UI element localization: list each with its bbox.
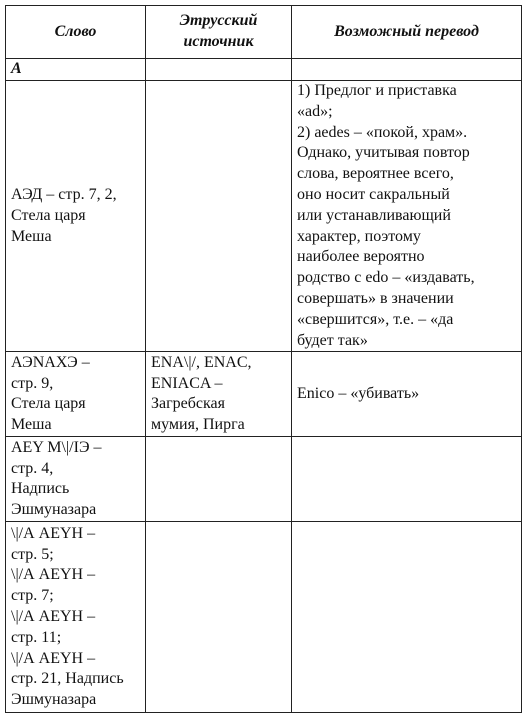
word-line: \|/А АEYН – (11, 607, 96, 625)
word-cell (6, 81, 146, 352)
source-line: Загребская (151, 395, 226, 413)
word-cell (6, 522, 146, 713)
translation-line: слова, вероятнее всего, (297, 165, 454, 183)
section-cell-empty (146, 59, 292, 81)
translation-line: «ad»; (297, 102, 333, 120)
source-cell (146, 437, 292, 522)
source-cell (146, 81, 292, 352)
table-row (6, 81, 522, 352)
section-letter: А (6, 59, 146, 81)
word-line: стр. 21, Надпись (11, 670, 124, 688)
word-line: стр. 9, (11, 374, 54, 392)
table-row (6, 352, 522, 437)
source-line: ENIACA – (151, 374, 223, 392)
header-etruscan-source: Этрусский источник (146, 6, 292, 59)
translation-cell (292, 81, 522, 352)
word-line: Стела царя (11, 395, 86, 413)
translation-line: «свершится», т.е. – «да (297, 310, 454, 328)
translation-line: будет так» (297, 331, 368, 349)
translation-line: 2) aedes – «покой, храм». (297, 123, 468, 141)
word-line: АЭNАХЭ – (11, 353, 90, 371)
translation-line: оно носит сакральный (297, 185, 450, 203)
section-cell-empty (292, 59, 522, 81)
word-line: \|/А АEYН – (11, 524, 96, 542)
dictionary-table (5, 5, 522, 713)
translation-line: характер, поэтому (297, 227, 421, 245)
word-line: Стела царя (11, 206, 86, 224)
word-line: АЭД – стр. 7, 2, (11, 185, 117, 203)
translation-cell (292, 522, 522, 713)
source-cell (146, 522, 292, 713)
word-line: \|/А АEYН – (11, 649, 96, 667)
word-line: Эшмуназара (11, 691, 97, 709)
header-word: Слово (6, 6, 146, 59)
word-line: Эшмуназара (11, 501, 97, 519)
translation-line: совершать» в значении (297, 289, 454, 307)
source-line: мумия, Пирга (151, 416, 245, 434)
word-line: стр. 4, (11, 459, 54, 477)
header-row (6, 6, 522, 59)
word-line: Надпись (11, 480, 70, 498)
table-row (6, 522, 522, 713)
table-row (6, 437, 522, 522)
translation-line: Однако, учитывая повтор (297, 144, 470, 162)
section-row (6, 59, 522, 81)
word-line: стр. 11; (11, 628, 62, 646)
word-cell (6, 352, 146, 437)
translation-cell (292, 437, 522, 522)
source-cell (146, 352, 292, 437)
translation-line: родство с edo – «издавать, (297, 269, 475, 287)
header-translation: Возможный перевод (292, 6, 522, 59)
word-cell (6, 437, 146, 522)
translation-line: 1) Предлог и приставка (297, 82, 457, 99)
word-line: АEY М\|/IЭ – (11, 438, 102, 456)
translation-line: или устанавливающий (297, 206, 451, 224)
word-line: Меша (11, 416, 52, 434)
word-line: стр. 7; (11, 587, 54, 605)
word-line: \|/А АEYН – (11, 566, 96, 584)
source-line: ENA\|/, ENAC, (151, 353, 252, 371)
translation-line: наиболее вероятно (297, 248, 425, 266)
word-line: Меша (11, 227, 52, 245)
word-line: стр. 5; (11, 545, 54, 563)
translation-cell (292, 352, 522, 437)
translation-line: Enico – «убивать» (297, 384, 420, 402)
